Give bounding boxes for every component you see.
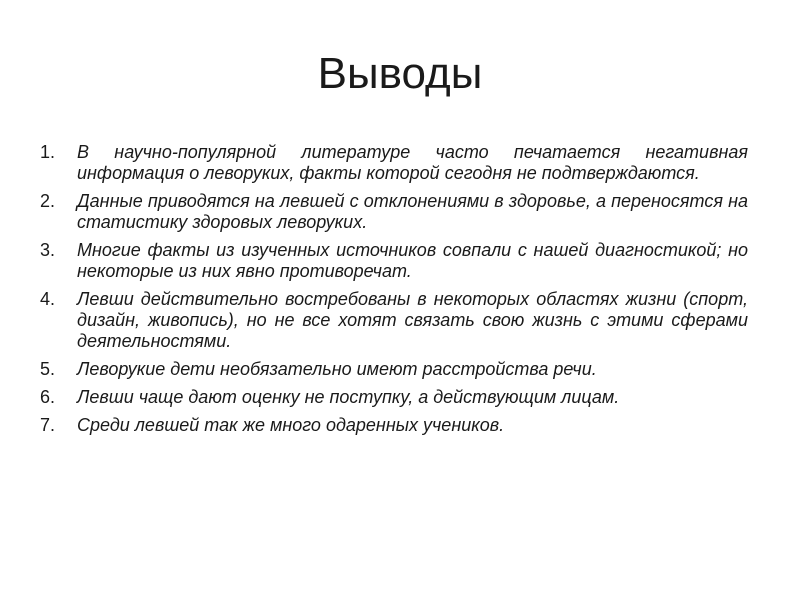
- list-item: [40, 240, 748, 282]
- list-item: [40, 359, 748, 380]
- list-item: [40, 415, 748, 436]
- item-number: 7.: [40, 415, 56, 435]
- conclusions-list: [40, 142, 748, 443]
- item-text: Многие факты из изученных источников совпали с нашей диагностикой; но некоторые из них явно противоречат.: [77, 240, 748, 281]
- item-text: Левши чаще дают оценку не поступку, а действующим лицам.: [77, 387, 620, 407]
- list-item: [40, 142, 748, 184]
- item-text: Данные приводятся на левшей с отклонениями в здоровье, а переносятся на статистику здоровых леворуких.: [77, 191, 748, 232]
- item-number: 5.: [40, 359, 56, 379]
- item-number: 6.: [40, 387, 56, 407]
- item-number: 3.: [40, 240, 56, 260]
- item-number: 1.: [40, 142, 56, 162]
- item-text: В научно-популярной литературе часто печатается негативная информация о леворуких, факты которой сегодня не подтверждаются.: [77, 142, 748, 183]
- item-number: 4.: [40, 289, 56, 309]
- item-number: 2.: [40, 191, 56, 211]
- item-text: Леворукие дети необязательно имеют расстройства речи.: [77, 359, 597, 379]
- list-item: [40, 387, 748, 408]
- item-text: Среди левшей так же много одаренных учеников.: [77, 415, 505, 435]
- list-item: [40, 191, 748, 233]
- item-text: Левши действительно востребованы в некоторых областях жизни (спорт, дизайн, живопись), но не все хотят связать свою жизнь с этими сферами деятельностями.: [77, 289, 748, 351]
- slide-title: Выводы: [317, 49, 483, 98]
- list-item: [40, 289, 748, 352]
